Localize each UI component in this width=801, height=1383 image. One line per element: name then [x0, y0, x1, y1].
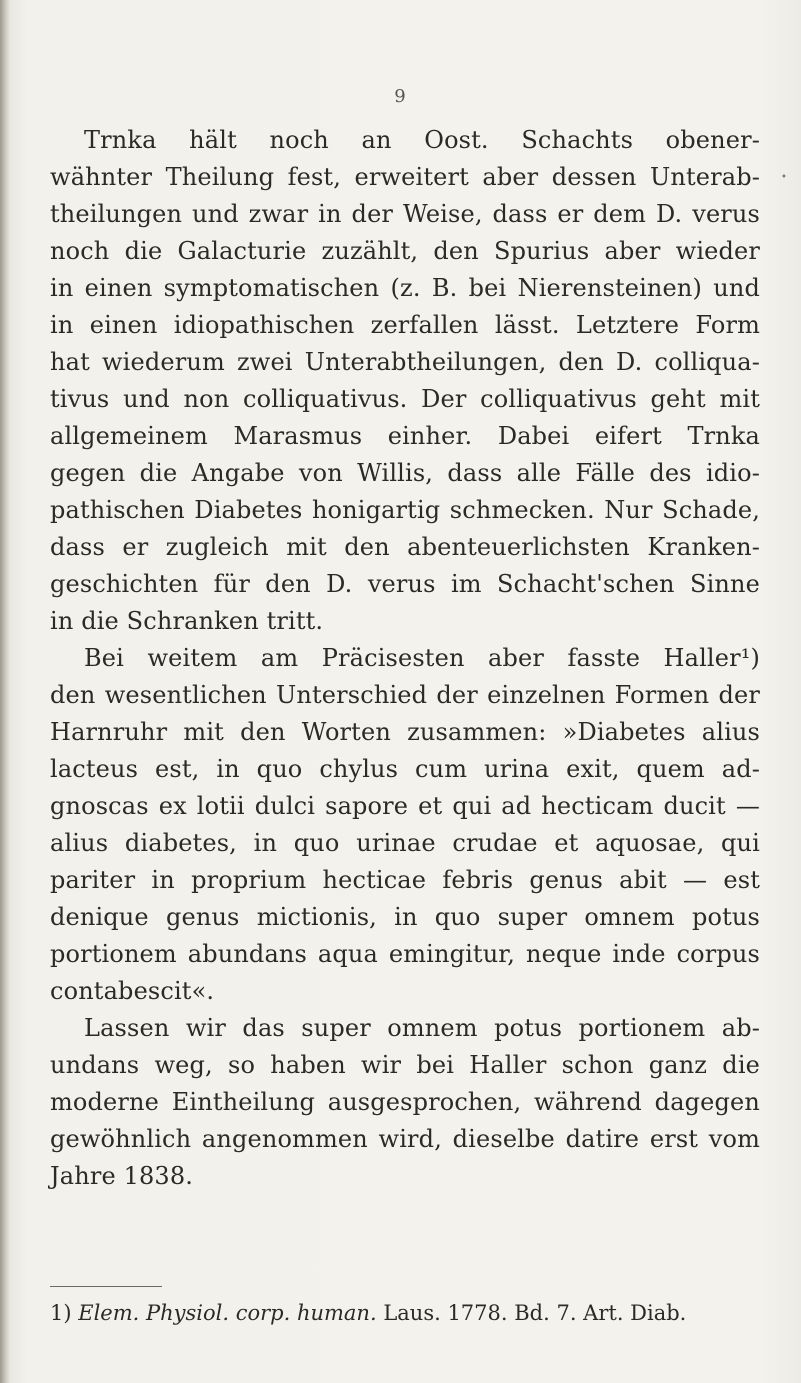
footnote-number: 1) [50, 1301, 72, 1325]
text-line: lacteus est, in quo chylus cum urina exit, quem ad- [50, 755, 760, 783]
text-line: dass er zugleich mit den abenteuerlichsten Kranken- [50, 533, 760, 561]
text-line: pariter in proprium hecticae febris genus abit — est [50, 866, 760, 894]
text-line: Trnka hält noch an Oost. Schachts obener- [84, 126, 760, 154]
text-line: gnoscas ex lotii dulci sapore et qui ad hecticam ducit — [50, 792, 760, 820]
text-line: den wesentlichen Unterschied der einzelnen Formen der [50, 681, 760, 709]
text-line: hat wiederum zwei Unterabtheilungen, den D. colliqua- [50, 348, 760, 376]
text-line: in einen symptomatischen (z. B. bei Nierensteinen) und [50, 274, 760, 302]
footnote [50, 1298, 762, 1328]
footnote-title: Elem. Physiol. corp. human. [78, 1301, 377, 1325]
text-line: Jahre 1838. [50, 1162, 194, 1190]
margin-mark: • [781, 172, 787, 183]
paragraph [50, 640, 760, 1010]
text-line: gegen die Angabe von Willis, dass alle Fälle des idio- [50, 459, 760, 487]
paragraph [50, 1010, 760, 1195]
footnote-details: Laus. 1778. Bd. 7. Art. Diab. [383, 1301, 687, 1325]
page-binding-edge [0, 0, 10, 1383]
text-line: geschichten für den D. verus im Schacht'schen Sinne [50, 570, 760, 598]
text-line: alius diabetes, in quo urinae crudae et aquosae, qui [50, 829, 760, 857]
text-line: pathischen Diabetes honigartig schmecken. Nur Schade, [50, 496, 760, 524]
text-line: theilungen und zwar in der Weise, dass er dem D. verus [50, 200, 760, 228]
text-line: denique genus mictionis, in quo super omnem potus [50, 903, 760, 931]
text-line: Bei weitem am Präcisesten aber fasste Haller¹) [84, 644, 760, 672]
body-text [50, 122, 760, 1195]
text-line: Lassen wir das super omnem potus portionem ab- [84, 1014, 760, 1042]
text-line: noch die Galacturie zuzählt, den Spurius aber wieder [50, 237, 760, 265]
text-line: allgemeinem Marasmus einher. Dabei eifert Trnka [50, 422, 760, 450]
text-line: portionem abundans aqua emingitur, neque inde corpus [50, 940, 760, 968]
text-line: undans weg, so haben wir bei Haller schon ganz die [50, 1051, 760, 1079]
text-line: tivus und non colliquativus. Der colliquativus geht mit [50, 385, 760, 413]
text-line: contabescit«. [50, 977, 215, 1005]
page-number: 9 [394, 86, 406, 107]
text-line: gewöhnlich angenommen wird, dieselbe datire erst vom [50, 1125, 760, 1153]
paragraph [50, 122, 760, 640]
text-line: Harnruhr mit den Worten zusammen: »Diabetes alius [50, 718, 760, 746]
text-line: moderne Eintheilung ausgesprochen, während dagegen [50, 1088, 760, 1116]
text-line: wähnter Theilung fest, erweitert aber dessen Unterab- [50, 163, 760, 191]
footnote-divider [50, 1286, 162, 1287]
text-line: in die Schranken tritt. [50, 607, 324, 635]
text-line: in einen idiopathischen zerfallen lässt. Letztere Form [50, 311, 760, 339]
